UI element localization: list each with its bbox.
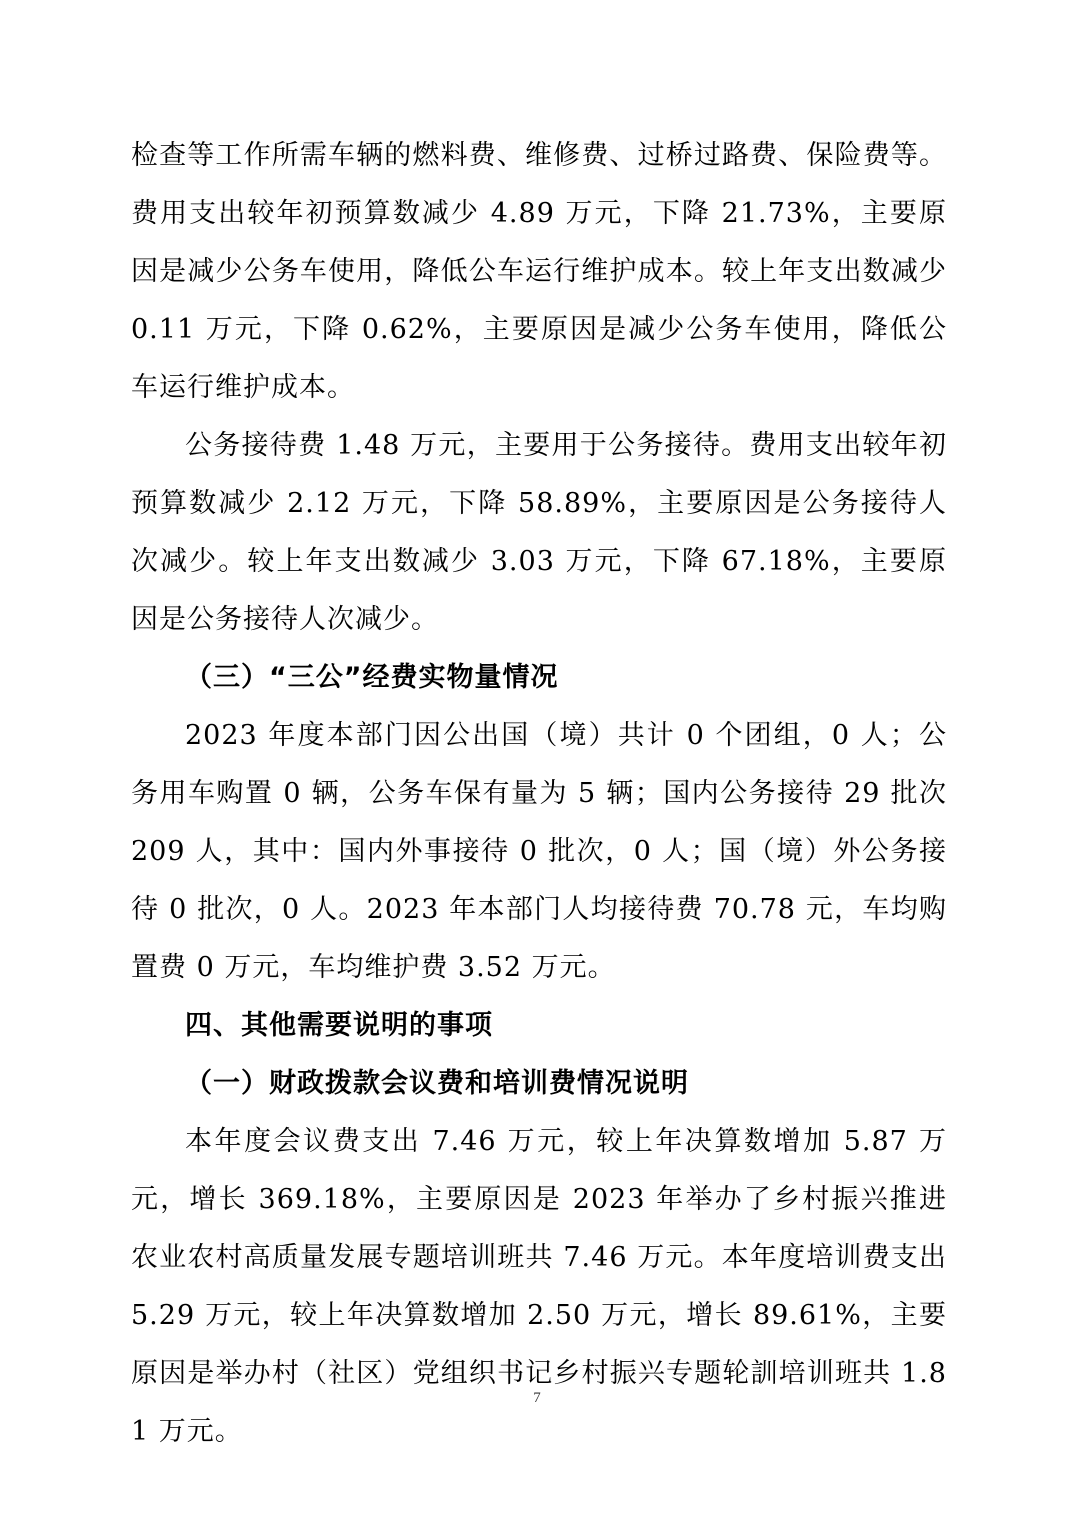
paragraph-meeting-training: 本年度会议费支出 7.46 万元，较上年决算数增加 5.87 万元，增长 369.18%，主要原因是 2023 年举办了乡村振兴推进农业农村高质量发展专题培训班共 7.46 万元。本年度培训费支出 5.29 万元，较上年决算数增加 2.50 万元，增长 89.61%，主要原因是举办村（社区）党组织书记乡村振兴专题轮訓培训班共 1.81 万元。	[131, 1126, 947, 1447]
paragraph-vehicle-maintenance: 检查等工作所需车辆的燃料费、维修费、过桥过路费、保险费等。费用支出较年初预算数减少 4.89 万元，下降 21.73%，主要原因是减少公务车使用，降低公车运行维护成本。较上年支出数减少 0.11 万元，下降 0.62%，主要原因是减少公务车使用，降低公车运行维护成本。	[131, 140, 947, 403]
section-heading-physical-quantity: （三）“三公”经费实物量情况	[185, 662, 559, 693]
paragraph-reception-expenses: 公务接待费 1.48 万元，主要用于公务接待。费用支出较年初预算数减少 2.12 万元，下降 58.89%，主要原因是公务接待人次减少。较上年支出数减少 3.03 万元，下降 67.18%，主要原因是公务接待人次减少。	[131, 430, 947, 635]
page-number: 7	[533, 1390, 541, 1406]
document-body	[131, 127, 947, 1461]
section-heading-other-matters: 四、其他需要说明的事项	[185, 1010, 493, 1041]
section-heading-meeting-training: （一）财政拨款会议费和培训费情况说明	[185, 1068, 689, 1099]
paragraph-physical-quantity: 2023 年度本部门因公出国（境）共计 0 个团组，0 人；公务用车购置 0 辆，公务车保有量为 5 辆；国内公务接待 29 批次 209 人，其中：国内外事接待 0 批次，0 人；国（境）外公务接待 0 批次，0 人。2023 年本部门人均接待费 70.78 元，车均购置费 0 万元，车均维护费 3.52 万元。	[131, 720, 947, 983]
